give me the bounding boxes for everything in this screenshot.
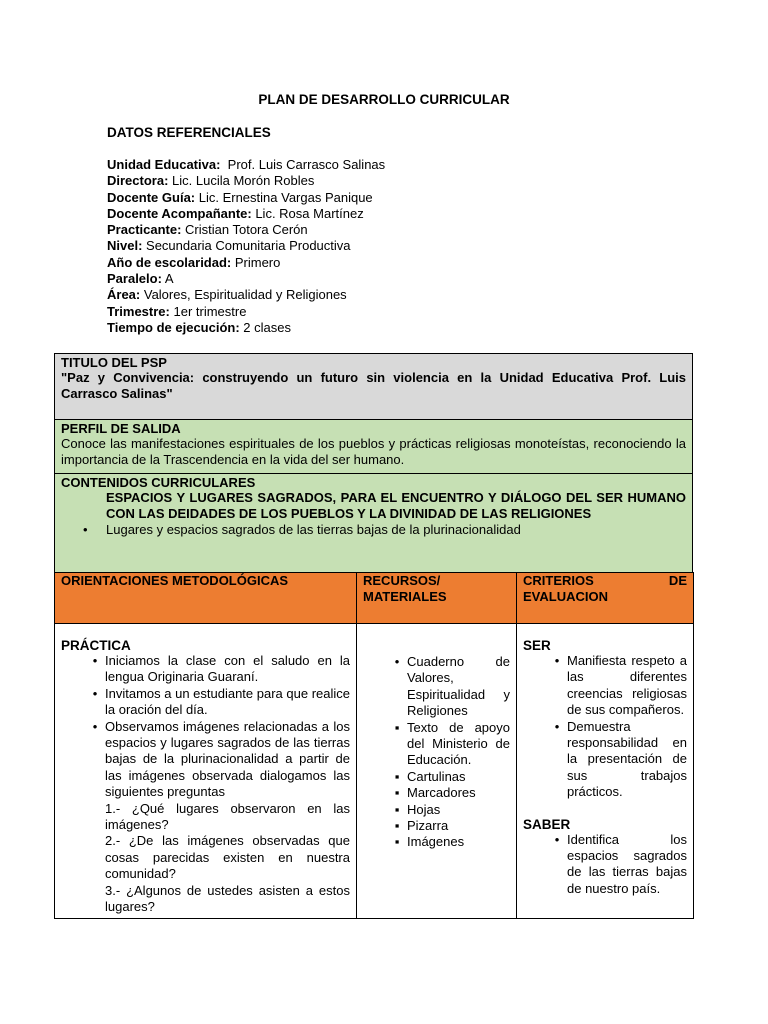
list-item — [363, 785, 510, 801]
header-recursos: RECURSOS/ MATERIALES — [357, 573, 517, 624]
question: 3.- ¿Algunos de ustedes asisten a estos lugares? — [105, 882, 350, 915]
referencia-row — [107, 222, 385, 238]
referencia-label: Nivel: — [107, 238, 143, 254]
bullet-marker: ▪ — [394, 818, 400, 834]
bullet-marker: • — [394, 654, 400, 669]
referencia-row — [107, 271, 385, 287]
list-item — [363, 834, 510, 850]
bullet-marker: • — [83, 522, 88, 537]
perfil-box — [54, 419, 693, 474]
referencia-row — [107, 304, 385, 320]
list-item-text: Texto de apoyo del Ministerio de Educación. — [407, 719, 510, 768]
referencia-label: Área: — [107, 287, 141, 303]
perfil-text: Conoce las manifestaciones espirituales de los pueblos y prácticas religiosas monoteístas, reconociendo la importancia de la Trascendencia en la vida del ser humano. — [61, 436, 686, 467]
list-item — [363, 654, 510, 720]
list-item — [61, 653, 350, 686]
referencia-row — [107, 320, 385, 336]
referencia-value: A — [161, 271, 174, 287]
practica-heading: PRÁCTICA — [61, 638, 131, 653]
referencia-row — [107, 255, 385, 271]
referencia-label: Tiempo de ejecución: — [107, 319, 240, 335]
bullet-marker: • — [554, 653, 560, 668]
bullet-marker: • — [554, 718, 560, 734]
psp-box — [54, 353, 693, 420]
header-orientaciones: ORIENTACIONES METODOLÓGICAS — [55, 573, 357, 624]
questions-list — [61, 801, 350, 916]
referencia-label: Unidad Educativa: — [107, 157, 221, 172]
section-heading: DATOS REFERENCIALES — [107, 125, 271, 140]
referencia-value: Secundaria Comunitaria Productiva — [142, 238, 351, 254]
bullet-marker: ▪ — [394, 768, 400, 784]
referencia-label: Año de escolaridad: — [107, 254, 232, 270]
contenidos-box — [54, 473, 693, 573]
referencia-row — [107, 157, 385, 173]
bullet-marker: • — [92, 718, 98, 734]
contenidos-bullet — [83, 522, 686, 538]
header-criterios: CRITERIOS DE EVALUACION — [517, 573, 694, 624]
psp-heading: TITULO DEL PSP — [61, 355, 167, 370]
psp-text: "Paz y Convivencia: construyendo un futuro sin violencia en la Unidad Educativa Prof. Luis Carrasco Salinas" — [61, 370, 686, 401]
referencia-row — [107, 173, 385, 189]
list-item-text: Cuaderno de Valores, Espiritualidad y Religiones — [407, 654, 510, 719]
ser-heading: SER — [523, 638, 551, 653]
referencia-label: Docente Acompañante: — [107, 205, 252, 221]
list-item — [61, 719, 350, 801]
referencia-value: Prof. Luis Carrasco Salinas — [220, 157, 386, 172]
list-item-text: Invitamos a un estudiante para que realice la oración del día. — [105, 685, 350, 718]
referencias-list — [107, 157, 385, 336]
bullet-marker: • — [92, 685, 98, 701]
referencia-value: Lic. Ernestina Vargas Panique — [195, 189, 373, 205]
contenidos-main: ESPACIOS Y LUGARES SAGRADOS, PARA EL ENCUENTRO Y DIÁLOGO DEL SER HUMANO CON LAS DEIDADES DE LOS PUEBLOS Y LA DIVINIDAD DE LAS RELIGIONES — [106, 490, 686, 521]
perfil-heading: PERFIL DE SALIDA — [61, 421, 181, 436]
list-item-text: Observamos imágenes relacionadas a los espacios y lugares sagrados de las tierras bajas de la plurinacionalidad a partir de las imágenes observada dialogamos las siguientes preguntas — [105, 718, 350, 800]
contenidos-bullet-text: Lugares y espacios sagrados de las tierras bajas de la plurinacionalidad — [106, 522, 521, 537]
list-item — [523, 653, 687, 719]
referencia-label: Paralelo: — [107, 271, 162, 287]
bullet-marker: ▪ — [394, 801, 400, 817]
bullet-marker: ▪ — [394, 834, 400, 850]
referencia-label: Docente Guía: — [107, 189, 196, 205]
question: 2.- ¿De las imágenes observadas que cosas parecidas existen en nuestra comunidad? — [105, 833, 350, 882]
list-item-text: Identifica los espacios sagrados de las tierras bajas de nuestro país. — [567, 831, 687, 896]
bullet-marker: ▪ — [394, 785, 400, 801]
referencia-value: Lic. Lucila Morón Robles — [168, 173, 315, 189]
cell-recursos — [357, 624, 517, 919]
cell-orientaciones — [55, 624, 357, 919]
ser-list — [523, 653, 687, 801]
list-item-text: Manifiesta respeto a las diferentes creencias religiosas de sus compañeros. — [567, 653, 687, 718]
list-item — [363, 720, 510, 769]
referencia-label: Practicante: — [107, 222, 182, 238]
referencia-value: Lic. Rosa Martínez — [251, 205, 364, 221]
practica-list — [61, 653, 350, 801]
saber-heading: SABER — [523, 816, 571, 832]
referencia-label: Directora: — [107, 173, 169, 189]
referencia-row — [107, 190, 385, 206]
question: 1.- ¿Qué lugares observaron en las imágenes? — [105, 800, 350, 833]
bullet-marker: • — [554, 831, 560, 847]
referencia-label: Trimestre: — [107, 303, 170, 319]
list-item — [61, 686, 350, 719]
list-item-text: Marcadores — [407, 785, 476, 801]
contenidos-heading: CONTENIDOS CURRICULARES — [61, 475, 256, 490]
list-item — [363, 802, 510, 818]
list-item-text: Demuestra responsabilidad en la presentación de sus trabajos prácticos. — [567, 718, 687, 800]
referencia-value: Primero — [231, 254, 281, 270]
referencia-value: 1er trimestre — [169, 303, 247, 319]
referencia-value: Valores, Espiritualidad y Religiones — [140, 287, 347, 303]
list-item-text: Imágenes — [407, 834, 465, 850]
list-item-text: Pizarra — [407, 818, 449, 834]
document-title: PLAN DE DESARROLLO CURRICULAR — [258, 92, 510, 107]
saber-list — [523, 832, 687, 898]
list-item-text: Iniciamos la clase con el saludo en la lengua Originaria Guaraní. — [105, 653, 350, 685]
table-body-row — [55, 624, 694, 919]
referencia-row — [107, 206, 385, 222]
list-item-text: Hojas — [407, 801, 441, 817]
list-item — [523, 719, 687, 801]
curriculum-table — [54, 572, 694, 919]
cell-criterios — [517, 624, 694, 919]
table-header-row — [55, 573, 694, 624]
bullet-marker: ▪ — [394, 719, 400, 735]
list-item — [363, 818, 510, 834]
referencia-value: 2 clases — [239, 319, 291, 335]
list-item — [363, 769, 510, 785]
list-item-text: Cartulinas — [407, 768, 466, 784]
referencia-row — [107, 238, 385, 254]
recursos-list — [363, 654, 510, 851]
list-item — [523, 832, 687, 898]
bullet-marker: • — [92, 653, 98, 668]
referencia-value: Cristian Totora Cerón — [181, 222, 308, 238]
referencia-row — [107, 287, 385, 303]
